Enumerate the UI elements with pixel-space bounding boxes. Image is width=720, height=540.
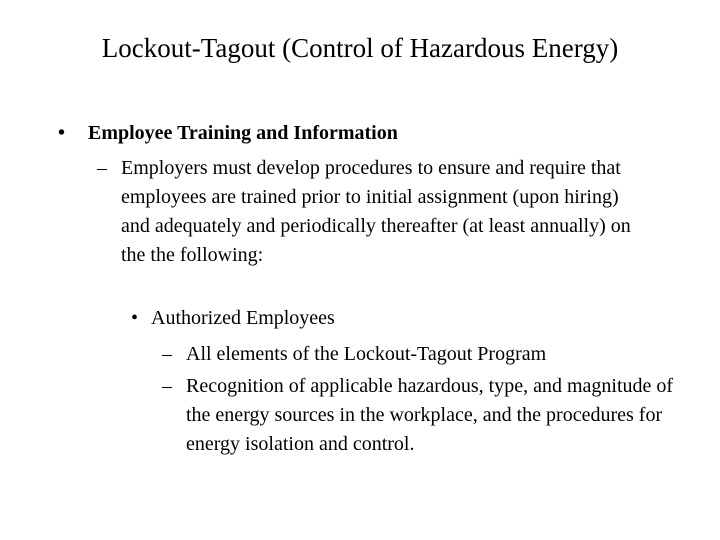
bullet-level4-item: [162, 340, 682, 369]
dash-marker: –: [97, 157, 107, 179]
bullet-level3-text: Authorized Employees: [151, 307, 335, 329]
dash-marker: –: [162, 343, 172, 365]
bullet-level4-text: Recognition of applicable hazardous, type, and magnitude of the energy sources in the workplace, and the procedures for energy isolation and control.: [186, 375, 674, 455]
bullet-level1: [58, 120, 398, 146]
bullet-level3: [131, 305, 335, 331]
bullet-level2: [97, 154, 637, 270]
bullet-level4-item: [162, 372, 682, 459]
dash-marker: –: [162, 375, 172, 397]
bullet-level4-text: All elements of the Lockout-Tagout Program: [186, 343, 547, 365]
slide-title: Lockout-Tagout (Control of Hazardous Energy): [101, 33, 619, 63]
bullet-level1-text: Employee Training and Information: [88, 122, 398, 144]
bullet-marker: •: [58, 122, 66, 144]
bullet-marker: •: [131, 307, 139, 329]
bullet-level2-text: Employers must develop procedures to ensure and require that employees are trained prior to initial assignment (upon hiring) and adequately and periodically thereafter (at least annually) on the the following:: [121, 157, 631, 266]
